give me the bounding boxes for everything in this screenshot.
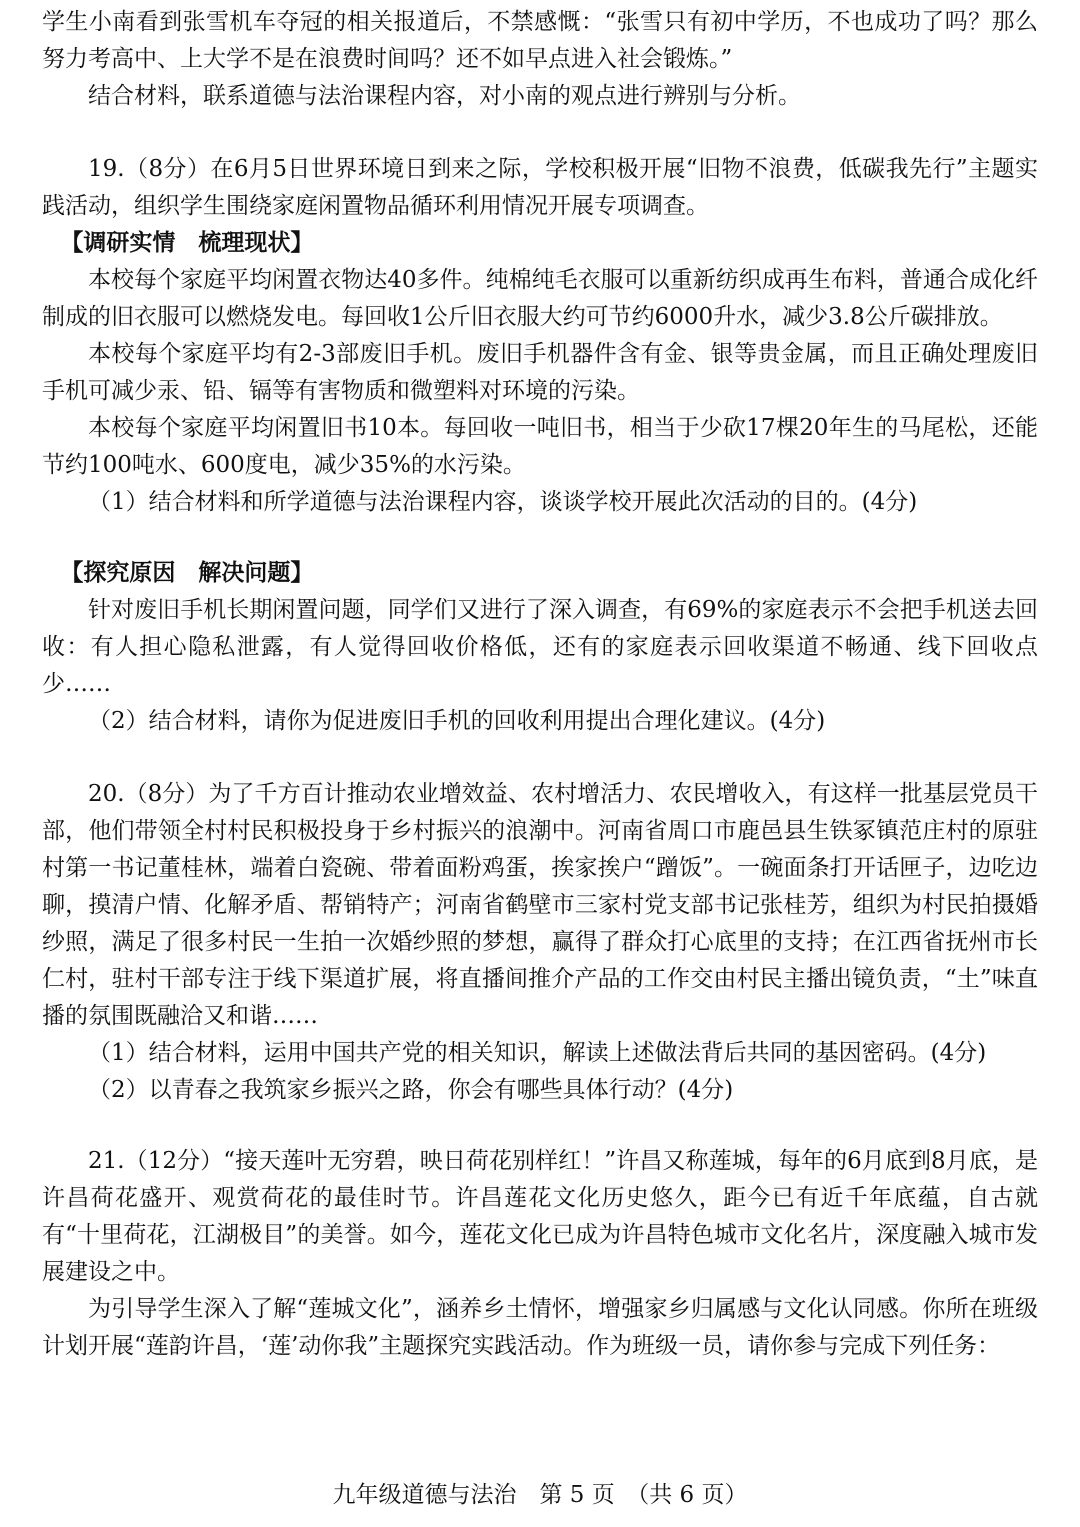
page-footer: 九年级道德与法治 第 5 页 （共 6 页） [332,1482,748,1508]
q20-subquestion-2: （2）以青春之我筑家乡振兴之路，你会有哪些具体行动？(4分) [88,1077,734,1103]
q19-paragraph-books: 本校每个家庭平均闲置旧书10本。每回收一吨旧书，相当于少砍17棵20年生的马尾松，还能节约100吨水、600度电，减少35%的水污染。 [42,415,1038,478]
q19-stem: 19.（8分）在6月5日世界环境日到来之际，学校积极开展“旧物不浪费，低碳我先行”主题实践活动，组织学生围绕家庭闲置物品循环利用情况开展专项调查。 [42,156,1038,219]
q19-section1-title: 【调研实情 梳理现状】 [60,230,314,256]
q21-task-paragraph: 为引导学生深入了解“莲城文化”，涵养乡土情怀，增强家乡归属感与文化认同感。你所在班级计划开展“莲韵许昌，‘莲’动你我”主题探究实践活动。作为班级一员，请你参与完成下列任务： [42,1296,1038,1359]
q19-subquestion-1: （1）结合材料和所学道德与法治课程内容，谈谈学校开展此次活动的目的。(4分) [88,489,918,515]
spacer [42,115,1038,151]
spacer [42,521,1038,555]
q21-stem: 21.（12分）“接天莲叶无穷碧，映日荷花别样红！”许昌又称莲城，每年的6月底到8月底，是许昌荷花盛开、观赏荷花的最佳时节。许昌莲花文化历史悠久，距今已有近千年底蕴，自古就有“十里荷花，江湖极目”的美誉。如今，莲花文化已成为许昌特色城市文化名片，深度融入城市发展建设之中。 [42,1148,1038,1285]
intro-question: 结合材料，联系道德与法治课程内容，对小南的观点进行辨别与分析。 [88,83,801,109]
spacer [42,740,1038,776]
q20-stem: 20.（8分）为了千方百计推动农业增效益、农村增活力、农民增收入，有这样一批基层党员干部，他们带领全村村民积极投身于乡村振兴的浪潮中。河南省周口市鹿邑县生铁冢镇范庄村的原驻村第一书记董桂林，端着白瓷碗、带着面粉鸡蛋，挨家挨户“蹭饭”。一碗面条打开话匣子，边吃边聊，摸清户情、化解矛盾、帮销特产；河南省鹤壁市三家村党支部书记张桂芳，组织为村民拍摄婚纱照，满足了很多村民一生拍一次婚纱照的梦想，赢得了群众打心底里的支持；在江西省抚州市长仁村，驻村干部专注于线下渠道扩展，将直播间推介产品的工作交由村民主播出镜负责，“土”味直播的氛围既融洽又和谐…… [42,781,1038,1029]
q19-paragraph-clothes: 本校每个家庭平均闲置衣物达40多件。纯棉纯毛衣服可以重新纺织成再生布料，普通合成化纤制成的旧衣服可以燃烧发电。每回收1公斤旧衣服大约可节约6000升水，减少3.8公斤碳排放。 [42,267,1038,330]
q19-subquestion-2: （2）结合材料，请你为促进废旧手机的回收利用提出合理化建议。(4分) [88,708,826,734]
q19-paragraph-survey: 针对废旧手机长期闲置问题，同学们又进行了深入调查，有69%的家庭表示不会把手机送去回收：有人担心隐私泄露，有人觉得回收价格低，还有的家庭表示回收渠道不畅通、线下回收点少…… [42,597,1038,697]
intro-paragraph: 学生小南看到张雪机车夺冠的相关报道后，不禁感慨：“张雪只有初中学历，不也成功了吗？那么努力考高中、上大学不是在浪费时间吗？还不如早点进入社会锻炼。” [42,9,1038,72]
spacer [42,1109,1038,1143]
q20-subquestion-1: （1）结合材料，运用中国共产党的相关知识，解读上述做法背后共同的基因密码。(4分) [88,1040,987,1066]
q19-section2-title: 【探究原因 解决问题】 [60,560,314,586]
q19-paragraph-phones: 本校每个家庭平均有2-3部废旧手机。废旧手机器件含有金、银等贵金属，而且正确处理废旧手机可减少汞、铅、镉等有害物质和微塑料对环境的污染。 [42,341,1038,404]
